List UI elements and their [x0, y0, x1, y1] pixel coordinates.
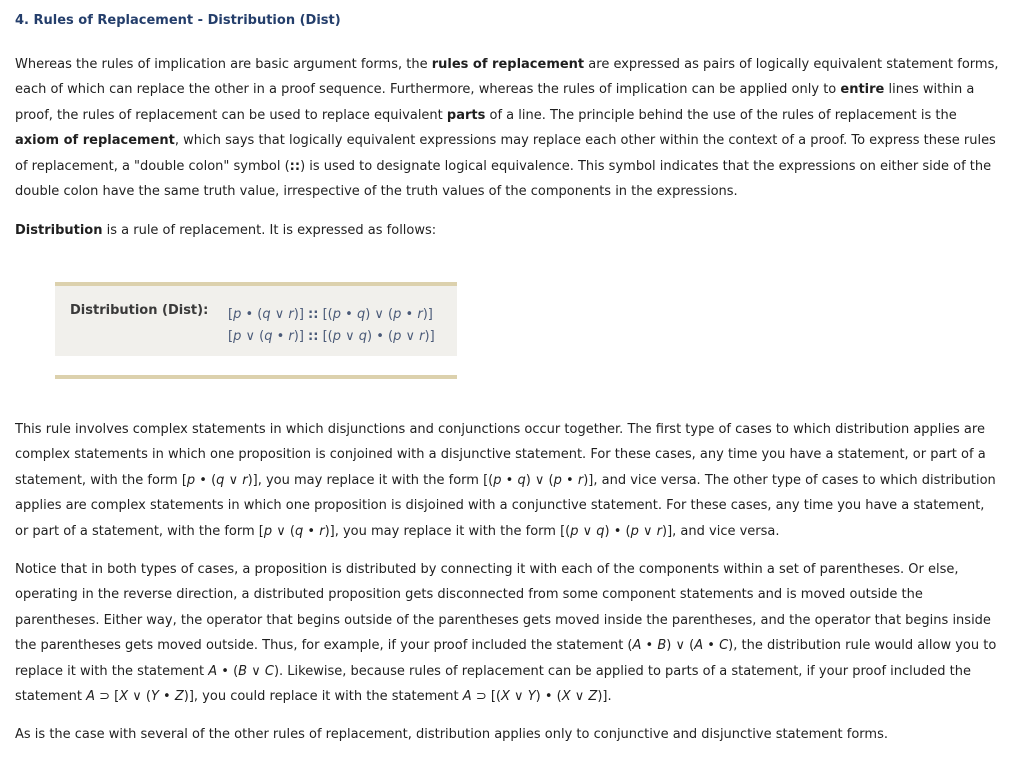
intro-paragraph: Whereas the rules of implication are basic argument forms, the rules of replacement are expressed as pairs of logically equivalent statement forms, each of which can replace the other in a proof sequence. Furthermore, whereas the rules of implication can be applied only to entire lines within a proof, the rules of replacement can be used to replace equivalent parts of a line. The principle behind the use of the rules of replacement is the axiom of replacement, which says that logically equivalent expressions may replace each other within the context of a proof. To express these rules of replacement, a "double colon" symbol (::) is used to designate logical equivalence. This symbol indicates that the expressions on either side of the double colon have the same truth value, irrespective of the truth values of the components in the expressions. — [15, 57, 999, 200]
rule-label: Distribution (Dist): — [70, 303, 209, 318]
rule-box-bottom-border — [55, 375, 457, 379]
distribution-intro-paragraph: Distribution is a rule of replacement. It is expressed as follows: — [15, 223, 437, 238]
distribution-rule-box — [55, 286, 457, 356]
section-heading: 4. Rules of Replacement - Distribution (Dist) — [15, 13, 341, 28]
notice-paragraph: Notice that in both types of cases, a proposition is distributed by connecting it with each of the components within a set of parentheses. Or else, operating in the reverse direction, a distributed proposition gets disconnected from some component statements and is moved outside the parentheses. Either way, the operator that begins outside of the parentheses gets moved inside the parentheses, and the operator that begins inside the parentheses gets moved outside. Thus, for example, if your proof included the statement (A • B) ∨ (A • C), the distribution rule would allow you to replace it with the statement A • (B ∨ C). Likewise, because rules of replacement can be applied to parts of a statement, if your proof included the statement A ⊃ [X ∨ (Y • Z)], you could replace it with the statement A ⊃ [(X ∨ Y) • (X ∨ Z)]. — [15, 562, 997, 705]
rule-forms — [228, 304, 435, 348]
closing-paragraph: As is the case with several of the other rules of replacement, distribution applies only to conjunctive and disjunctive statement forms. — [15, 727, 888, 742]
rule-form-line-2: [p ∨ (q • r)] :: [(p ∨ q) • (p ∨ r)] — [228, 329, 435, 344]
rule-explanation-paragraph: This rule involves complex statements in which disjunctions and conjunctions occur together. The first type of cases to which distribution applies are complex statements in which one proposition is conjoined with a disjunctive statement. For these cases, any time you have a statement, or part of a statement, with the form [p • (q ∨ r)], you may replace it with the form [(p • q) ∨ (p • r)], and vice versa. The other type of cases to which distribution applies are complex statements in which one proposition is disjoined with a conjunctive statement. For these cases, any time you have a statement, or part of a statement, with the form [p ∨ (q • r)], you may replace it with the form [(p ∨ q) • (p ∨ r)], and vice versa. — [15, 422, 996, 539]
rule-form-line-1: [p • (q ∨ r)] :: [(p • q) ∨ (p • r)] — [228, 307, 433, 322]
